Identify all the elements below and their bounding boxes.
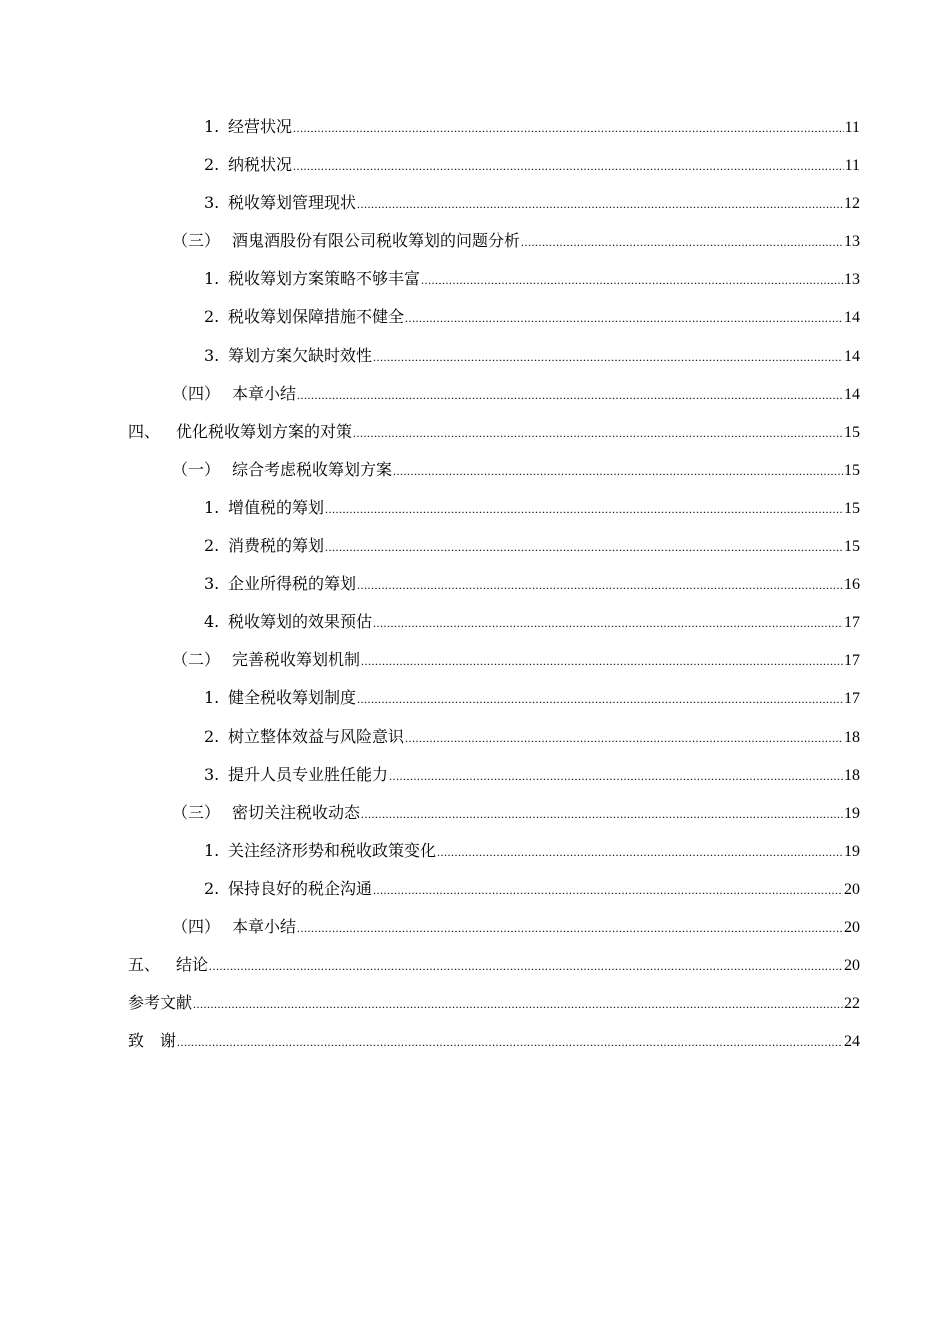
- toc-entry-number: （四）: [172, 916, 221, 936]
- toc-entry-title: 本章小结: [232, 916, 297, 936]
- toc-entry[interactable]: [128, 718, 860, 756]
- toc-entry-page: 17: [844, 652, 860, 670]
- toc-entry-number: （一）: [172, 459, 221, 479]
- toc-entry-title: 企业所得税的筹划: [228, 574, 357, 594]
- toc-entry-title: 参考文献: [128, 993, 193, 1013]
- toc-entry-page: 19: [844, 842, 860, 860]
- toc-entry-number: 1.: [204, 840, 220, 860]
- toc-entry[interactable]: [128, 375, 860, 413]
- toc-entry[interactable]: [128, 1022, 860, 1060]
- toc-entry-number: 3.: [204, 574, 220, 594]
- toc-entry-number: 1.: [204, 497, 220, 517]
- toc-entry-page: 19: [844, 804, 860, 822]
- toc-entry-page: 17: [844, 614, 860, 632]
- toc-entry[interactable]: [128, 413, 860, 451]
- dot-leader: [297, 376, 843, 414]
- toc-entry[interactable]: [128, 108, 860, 146]
- toc-entry-title: 致 谢: [128, 1031, 177, 1051]
- toc-entry-page: 15: [844, 538, 860, 556]
- toc-entry-page: 15: [844, 423, 860, 441]
- toc-entry-page: 18: [844, 766, 860, 784]
- toc-entry[interactable]: [128, 641, 860, 679]
- toc-entry-page: 22: [844, 995, 860, 1013]
- toc-entry[interactable]: [128, 565, 860, 603]
- toc-entry-title: 健全税收筹划制度: [228, 688, 357, 708]
- toc-entry-number: （二）: [172, 650, 221, 670]
- toc-entry-number: 3.: [204, 345, 220, 365]
- toc-entry-page: 12: [844, 195, 860, 213]
- toc-entry-title: 税收筹划的效果预估: [228, 612, 373, 632]
- dot-leader: [405, 719, 843, 757]
- dot-leader: [405, 299, 843, 337]
- toc-entry-title: 优化税收筹划方案的对策: [176, 421, 353, 441]
- toc-entry[interactable]: [128, 527, 860, 565]
- toc-entry[interactable]: [128, 908, 860, 946]
- toc-entry-number: 4.: [204, 612, 220, 632]
- toc-entry[interactable]: [128, 184, 860, 222]
- dot-leader: [437, 833, 843, 871]
- dot-leader: [361, 795, 843, 833]
- toc-entry[interactable]: [128, 984, 860, 1022]
- dot-leader: [353, 414, 843, 452]
- dot-leader: [393, 452, 843, 490]
- toc-entry-page: 20: [844, 918, 860, 936]
- dot-leader: [193, 985, 843, 1023]
- dot-leader: [293, 147, 844, 185]
- toc-entry-number: 1.: [204, 269, 220, 289]
- toc-entry-title: 树立整体效益与风险意识: [228, 726, 405, 746]
- toc-entry[interactable]: [128, 603, 860, 641]
- toc-entry-number: 2.: [204, 155, 220, 175]
- dot-leader: [357, 185, 843, 223]
- toc-entry-title: 综合考虑税收筹划方案: [232, 459, 393, 479]
- toc-entry-title: 关注经济形势和税收政策变化: [228, 840, 437, 860]
- dot-leader: [209, 947, 843, 985]
- toc-entry-title: 税收筹划保障措施不健全: [228, 307, 405, 327]
- dot-leader: [373, 604, 843, 642]
- toc-entry-page: 20: [844, 880, 860, 898]
- dot-leader: [357, 680, 843, 718]
- toc-entry-number: 2.: [204, 878, 220, 898]
- toc-entry-number: 2.: [204, 536, 220, 556]
- toc-entry-title: 结论: [176, 955, 209, 975]
- toc-entry-page: 13: [844, 233, 860, 251]
- toc-entry-title: 纳税状况: [228, 155, 293, 175]
- dot-leader: [177, 1023, 843, 1061]
- toc-entry-page: 16: [844, 576, 860, 594]
- toc-entry-number: （三）: [172, 231, 221, 251]
- toc-entry[interactable]: [128, 146, 860, 184]
- toc-entry-title: 本章小结: [232, 383, 297, 403]
- toc-entry-number: 3.: [204, 764, 220, 784]
- toc-entry-page: 11: [844, 157, 860, 175]
- toc-entry[interactable]: [128, 451, 860, 489]
- toc-entry-number: 2.: [204, 726, 220, 746]
- toc-entry[interactable]: [128, 946, 860, 984]
- dot-leader: [373, 338, 843, 376]
- toc-entry-page: 13: [844, 271, 860, 289]
- toc-entry-title: 保持良好的税企沟通: [228, 878, 373, 898]
- toc-entry-title: 提升人员专业胜任能力: [228, 764, 389, 784]
- toc-entry-number: 1.: [204, 117, 220, 136]
- toc-entry[interactable]: [128, 337, 860, 375]
- toc-entry-title: 消费税的筹划: [228, 536, 325, 556]
- toc-entry-page: 18: [844, 728, 860, 746]
- toc-entry-number: 四、: [128, 421, 161, 441]
- toc-entry[interactable]: [128, 756, 860, 794]
- toc-entry-page: 14: [844, 347, 860, 365]
- toc-entry[interactable]: [128, 832, 860, 870]
- dot-leader: [421, 261, 843, 299]
- dot-leader: [325, 528, 843, 566]
- toc-entry-title: 酒鬼酒股份有限公司税收筹划的问题分析: [232, 231, 521, 251]
- toc-entry[interactable]: [128, 679, 860, 717]
- toc-entry-page: 17: [844, 690, 860, 708]
- toc-entry-page: 15: [844, 499, 860, 517]
- dot-leader: [297, 909, 843, 947]
- dot-leader: [293, 109, 844, 147]
- toc-entry-title: 税收筹划方案策略不够丰富: [228, 269, 421, 289]
- dot-leader: [325, 490, 843, 528]
- dot-leader: [521, 223, 843, 261]
- toc-entry[interactable]: [128, 794, 860, 832]
- toc-entry-title: 税收筹划管理现状: [228, 193, 357, 213]
- toc-entry[interactable]: [128, 298, 860, 336]
- toc-entry-page: 14: [844, 309, 860, 327]
- toc-entry-page: 20: [844, 957, 860, 975]
- toc-entry-number: 3.: [204, 193, 220, 213]
- toc-entry-title: 筹划方案欠缺时效性: [228, 345, 373, 365]
- toc-entry[interactable]: [128, 489, 860, 527]
- toc-entry-title: 增值税的筹划: [228, 497, 325, 517]
- table-of-contents: [128, 108, 860, 1060]
- toc-entry[interactable]: [128, 870, 860, 908]
- dot-leader: [373, 871, 843, 909]
- toc-entry-number: 五、: [128, 955, 161, 975]
- toc-entry-page: 11: [844, 119, 860, 136]
- toc-entry-page: 14: [844, 385, 860, 403]
- toc-entry-page: 15: [844, 461, 860, 479]
- toc-entry-page: 24: [844, 1033, 860, 1051]
- toc-entry[interactable]: [128, 222, 860, 260]
- toc-entry-title: 密切关注税收动态: [232, 802, 361, 822]
- toc-entry-number: （四）: [172, 383, 221, 403]
- toc-entry-title: 经营状况: [228, 117, 293, 136]
- toc-entry[interactable]: [128, 260, 860, 298]
- dot-leader: [389, 757, 843, 795]
- dot-leader: [357, 566, 843, 604]
- toc-entry-title: 完善税收筹划机制: [232, 650, 361, 670]
- dot-leader: [361, 642, 843, 680]
- toc-entry-number: 2.: [204, 307, 220, 327]
- toc-entry-number: （三）: [172, 802, 221, 822]
- toc-entry-number: 1.: [204, 688, 220, 708]
